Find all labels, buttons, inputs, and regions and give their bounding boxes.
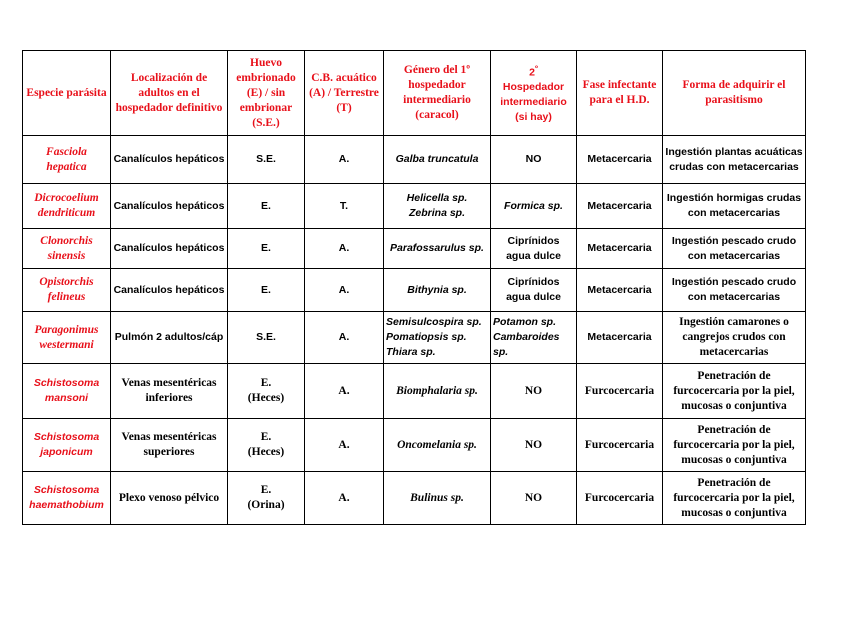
phase-cell: Furcocercaria [577,472,663,525]
header-cycle: C.B. acuático (A) / Terrestre (T) [305,51,384,136]
location-cell: Canalículos hepáticos [111,229,228,269]
phase-cell: Metacercaria [577,184,663,229]
first-host-cell: Bulinus sp. [384,472,491,525]
acquire-cell: Penetración de furcocercaria por la piel, mucosas o conjuntiva [663,364,806,419]
table-row [23,312,806,364]
first-host-cell: Galba truncatula [384,136,491,184]
second-host-cell: Potamon sp. Cambaroides sp. [491,312,577,364]
phase-cell: Metacercaria [577,136,663,184]
header-second-host-label: Hospedador intermediario (si hay) [500,81,567,124]
egg-cell: S.E. [228,312,305,364]
table-row [23,269,806,312]
header-species: Especie parásita [23,51,111,136]
location-cell: Canalículos hepáticos [111,269,228,312]
table-row [23,184,806,229]
second-host-cell: NO [491,364,577,419]
table-row [23,472,806,525]
header-second-host-sup: º [534,63,538,73]
header-row [23,51,806,136]
second-host-cell: NO [491,472,577,525]
cycle-cell: A. [305,364,384,419]
second-host-cell: NO [491,419,577,472]
acquire-cell: Ingestión camarones o cangrejos crudos con metacercarias [663,312,806,364]
egg-cell: E. (Heces) [228,364,305,419]
second-host-cell: Ciprínidos agua dulce [491,269,577,312]
location-cell: Venas mesentéricas superiores [111,419,228,472]
header-location: Localización de adultos en el hospedador definitivo [111,51,228,136]
acquire-cell: Ingestión pescado crudo con metacercarias [663,229,806,269]
phase-cell: Metacercaria [577,312,663,364]
acquire-cell: Ingestión plantas acuáticas crudas con metacercarias [663,136,806,184]
header-phase: Fase infectante para el H.D. [577,51,663,136]
cycle-cell: A. [305,312,384,364]
species-cell: Schistosoma mansoni [23,364,111,419]
species-cell: Opistorchis felineus [23,269,111,312]
cycle-cell: A. [305,136,384,184]
phase-cell: Metacercaria [577,269,663,312]
species-cell: Dicrocoelium dendriticum [23,184,111,229]
header-first-host: Género del 1º hospedador intermediario (caracol) [384,51,491,136]
acquire-cell: Ingestión hormigas crudas con metacercarias [663,184,806,229]
egg-cell: E. (Orina) [228,472,305,525]
egg-cell: E. (Heces) [228,419,305,472]
species-cell: Fasciola hepatica [23,136,111,184]
egg-cell: E. [228,184,305,229]
location-cell: Canalículos hepáticos [111,184,228,229]
table-row [23,419,806,472]
second-host-cell: Formica sp. [491,184,577,229]
location-cell: Canalículos hepáticos [111,136,228,184]
first-host-cell: Helicella sp. Zebrina sp. [384,184,491,229]
second-host-cell: Ciprínidos agua dulce [491,229,577,269]
parasite-table [22,50,806,525]
acquire-cell: Ingestión pescado crudo con metacercarias [663,269,806,312]
table-row [23,364,806,419]
phase-cell: Metacercaria [577,229,663,269]
first-host-cell: Parafossarulus sp. [384,229,491,269]
phase-cell: Furcocercaria [577,364,663,419]
cycle-cell: A. [305,419,384,472]
first-host-cell: Semisulcospira sp. Pomatiopsis sp. Thiara sp. [384,312,491,364]
header-second-host [491,51,577,136]
first-host-cell: Oncomelania sp. [384,419,491,472]
location-cell: Pulmón 2 adultos/cáp [111,312,228,364]
species-cell: Paragonimus westermani [23,312,111,364]
header-second-host-num: 2 [529,66,535,79]
cycle-cell: A. [305,472,384,525]
location-cell: Venas mesentéricas inferiores [111,364,228,419]
table-row [23,136,806,184]
acquire-cell: Penetración de furcocercaria por la piel, mucosas o conjuntiva [663,419,806,472]
egg-cell: S.E. [228,136,305,184]
cycle-cell: A. [305,269,384,312]
egg-cell: E. [228,269,305,312]
first-host-cell: Biomphalaria sp. [384,364,491,419]
species-cell: Schistosoma haemathobium [23,472,111,525]
location-cell: Plexo venoso pélvico [111,472,228,525]
egg-cell: E. [228,229,305,269]
table-row [23,229,806,269]
phase-cell: Furcocercaria [577,419,663,472]
acquire-cell: Penetración de furcocercaria por la piel, mucosas o conjuntiva [663,472,806,525]
cycle-cell: T. [305,184,384,229]
species-cell: Schistosoma japonicum [23,419,111,472]
species-cell: Clonorchis sinensis [23,229,111,269]
header-acquire: Forma de adquirir el parasitismo [663,51,806,136]
cycle-cell: A. [305,229,384,269]
second-host-cell: NO [491,136,577,184]
header-egg: Huevo embrionado (E) / sin embrionar (S.E.) [228,51,305,136]
first-host-cell: Bithynia sp. [384,269,491,312]
